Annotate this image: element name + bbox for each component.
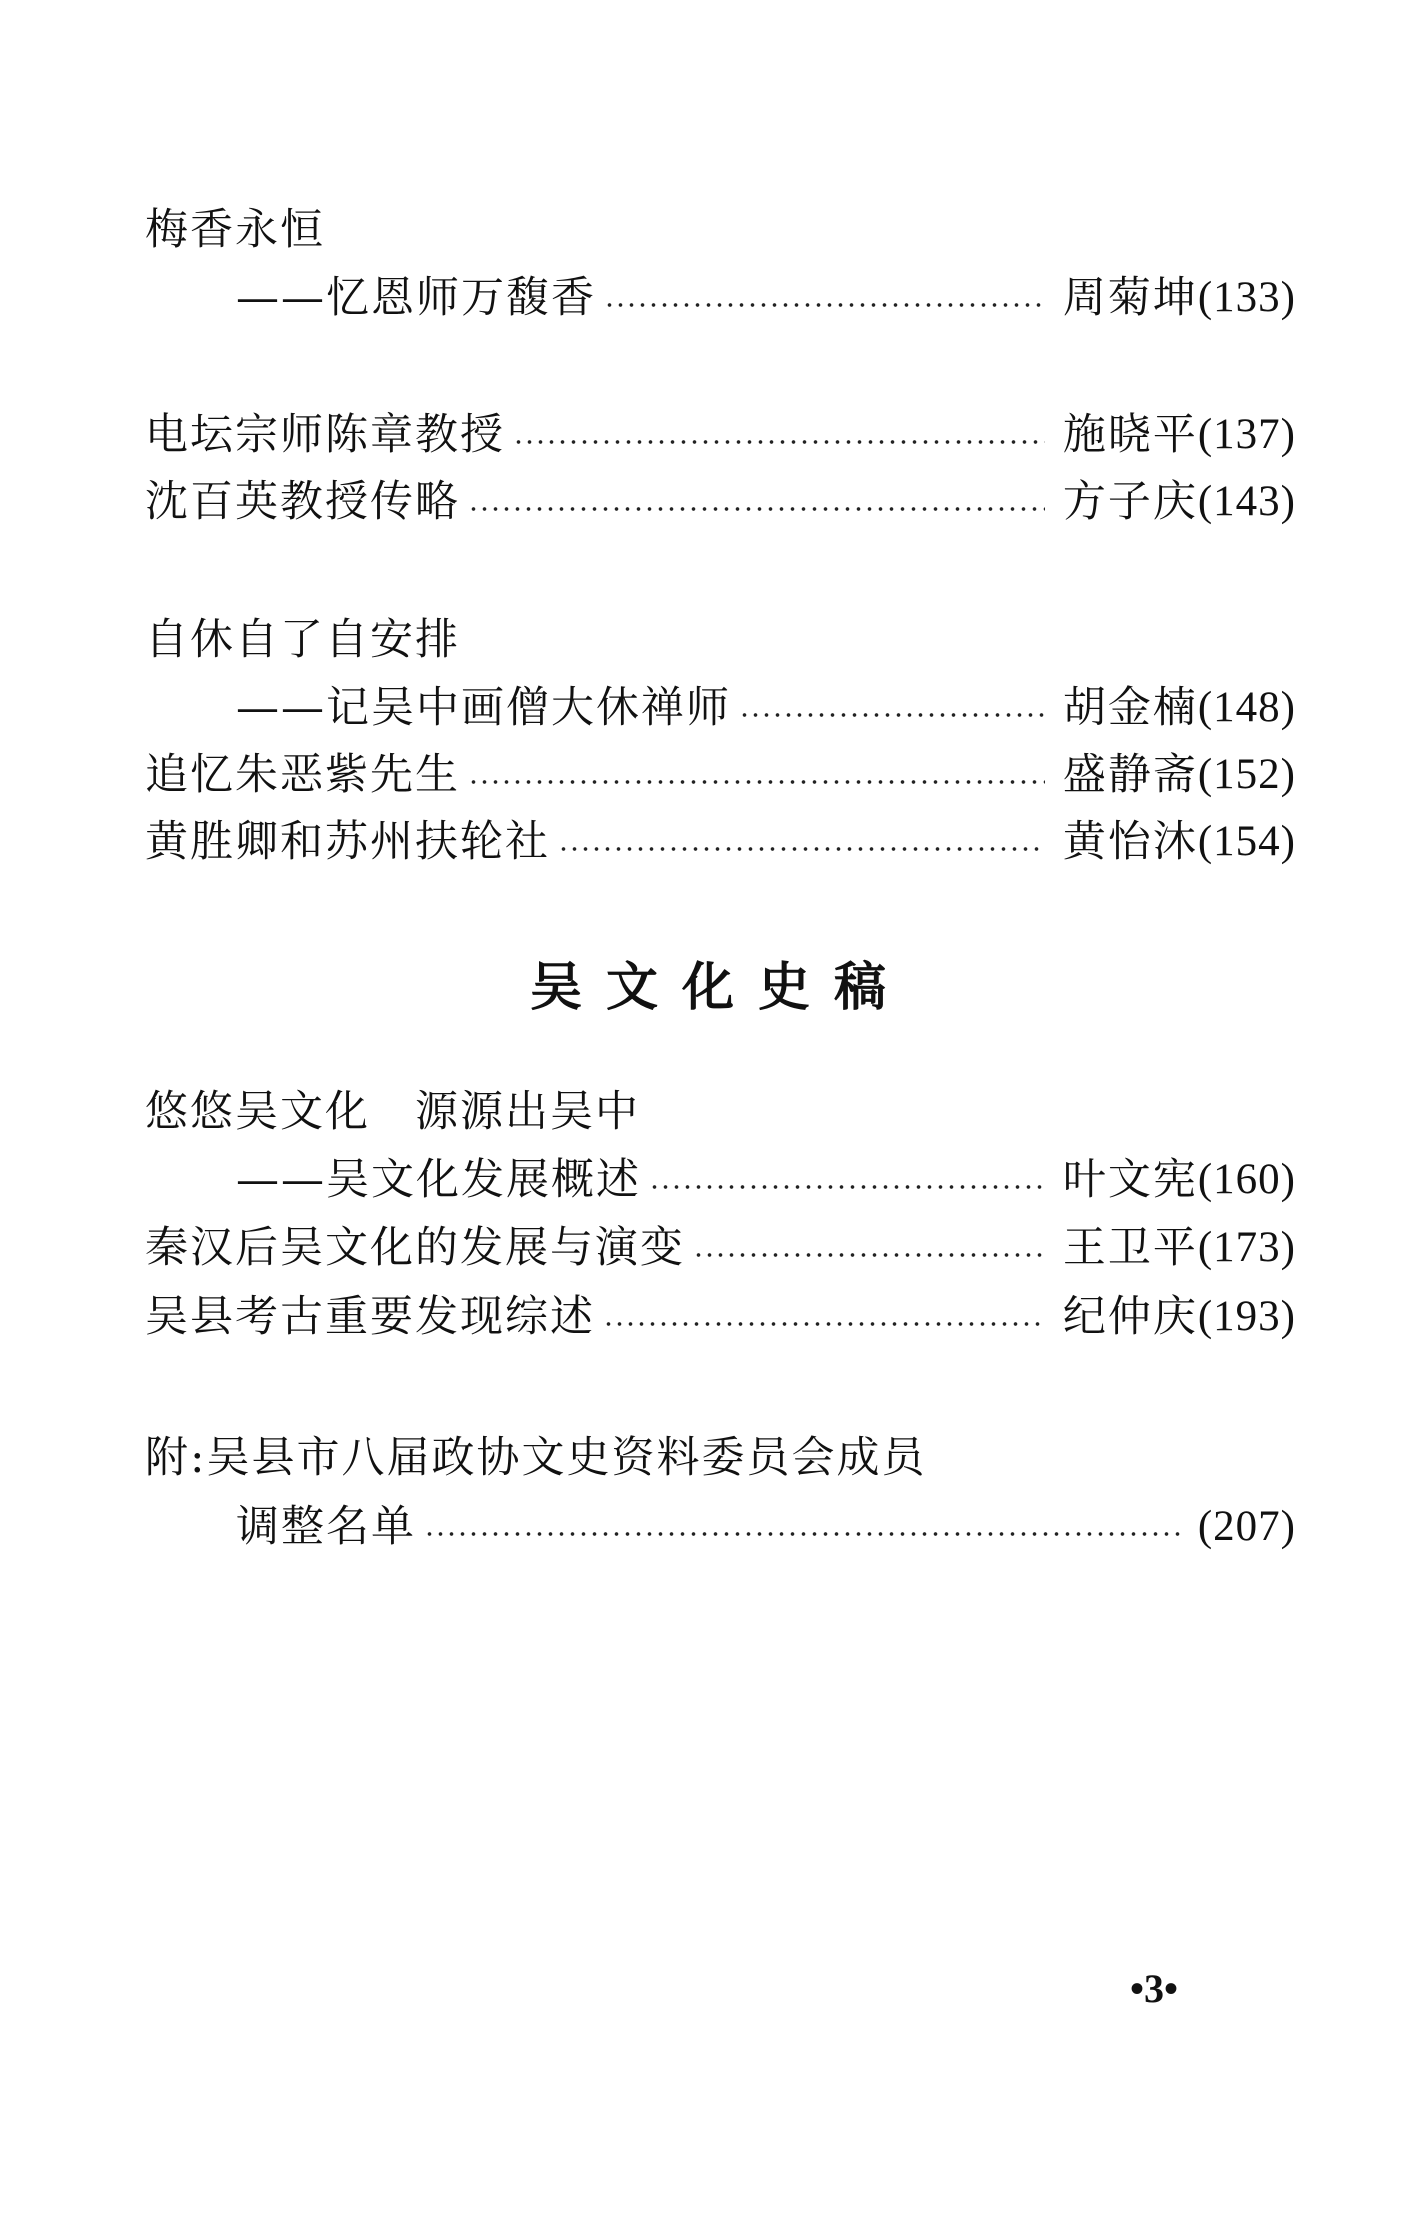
entry-page: (143) <box>1197 478 1296 525</box>
entry-page: (148) <box>1197 684 1296 731</box>
dot-leader <box>739 712 1045 718</box>
entry-subtitle: ——记吴中画僧大休禅师 <box>236 683 731 733</box>
entry-title: 黄胜卿和苏州扶轮社 <box>145 817 550 867</box>
entry-subtitle: ——忆恩师万馥香 <box>236 273 596 323</box>
toc-entry-qinhan[interactable] <box>145 1218 1296 1278</box>
entry-author: 黄怡沐 <box>1062 817 1198 867</box>
entry-page: (160) <box>1197 1156 1296 1203</box>
toc-entry-daxiu[interactable] <box>236 678 1296 738</box>
entry-title: 沈百英教授传略 <box>145 477 460 527</box>
entry-author: 方子庆 <box>1062 477 1198 527</box>
entry-title: 电坛宗师陈章教授 <box>145 410 505 460</box>
toc-entry-meixiang[interactable] <box>236 268 1296 328</box>
entry-page: (207) <box>1197 1503 1296 1550</box>
toc-entry-fulunshe[interactable] <box>145 812 1296 872</box>
entry-title: 追忆朱恶紫先生 <box>145 750 460 800</box>
dot-leader <box>603 1321 1045 1327</box>
dot-leader <box>604 302 1045 308</box>
entry-title-ziyizi: 自休自了自安排 <box>145 615 460 665</box>
entry-page: (137) <box>1197 411 1296 458</box>
entry-title-youyou: 悠悠吴文化 源源出吴中 <box>145 1087 640 1137</box>
entry-subtitle: ——吴文化发展概述 <box>236 1155 641 1205</box>
entry-page: (133) <box>1197 274 1296 321</box>
dot-leader <box>693 1252 1045 1258</box>
appendix-title: 附:吴县市八届政协文史资料委员会成员 <box>145 1433 927 1483</box>
toc-entry-appendix[interactable] <box>236 1497 1296 1557</box>
entry-author: 纪仲庆 <box>1062 1292 1198 1342</box>
entry-author: 叶文宪 <box>1062 1155 1198 1205</box>
dot-leader <box>468 506 1045 512</box>
entry-author: 施晓平 <box>1062 410 1198 460</box>
entry-page: (193) <box>1197 1293 1296 1340</box>
entry-title: 吴县考古重要发现综述 <box>145 1292 595 1342</box>
toc-entry-zhuezi[interactable] <box>145 745 1296 805</box>
entry-author: 王卫平 <box>1062 1223 1198 1273</box>
entry-page: (152) <box>1197 751 1296 798</box>
dot-leader <box>468 779 1045 785</box>
toc-entry-kaogu[interactable] <box>145 1287 1296 1347</box>
entry-page: (173) <box>1197 1224 1296 1271</box>
toc-entry-wuwenhua-overview[interactable] <box>236 1150 1296 1210</box>
dot-leader <box>424 1531 1180 1537</box>
entry-author: 胡金楠 <box>1062 683 1198 733</box>
toc-entry-shenbaiying[interactable] <box>145 472 1296 532</box>
appendix-subtitle: 调整名单 <box>236 1502 416 1552</box>
dot-leader <box>558 846 1045 852</box>
entry-author: 周菊坤 <box>1062 273 1198 323</box>
entry-title-meixiang: 梅香永恒 <box>145 205 325 255</box>
page-number: •3• <box>1130 1966 1179 2011</box>
entry-author: 盛静斋 <box>1062 750 1198 800</box>
dot-leader <box>513 439 1045 445</box>
entry-page: (154) <box>1197 818 1296 865</box>
section-heading: 吴文化史稿 <box>529 958 910 1018</box>
toc-entry-chenzhang[interactable] <box>145 405 1296 465</box>
dot-leader <box>649 1184 1045 1190</box>
entry-title: 秦汉后吴文化的发展与演变 <box>145 1223 685 1273</box>
